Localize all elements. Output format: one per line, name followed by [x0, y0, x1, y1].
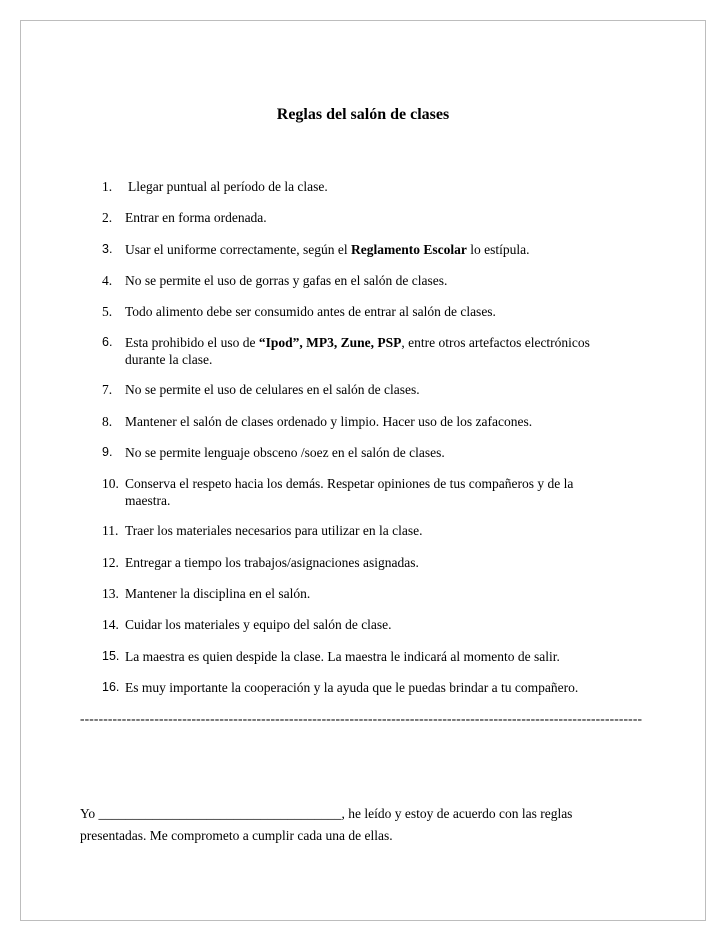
item-number: 10. — [102, 476, 119, 492]
list-item — [102, 334, 622, 368]
item-text-post: , entre otros artefactos electrónicos durante la clase. — [125, 335, 590, 368]
list-item — [102, 413, 622, 430]
item-number: 11. — [102, 523, 119, 539]
list-item — [102, 585, 622, 602]
item-number: 8. — [102, 413, 113, 429]
item-number: 5. — [102, 304, 113, 320]
item-text: No se permite el uso de gorras y gafas en el salón de clases. — [125, 272, 448, 288]
list-item — [102, 272, 622, 289]
item-text: Conserva el respeto hacia los demás. Respetar opiniones de tus compañeros y de la maestra. — [125, 476, 574, 509]
list-item — [102, 303, 622, 320]
list-item — [102, 616, 622, 633]
list-item — [102, 381, 622, 398]
item-text: Cuidar los materiales y equipo del salón de clase. — [125, 617, 392, 633]
item-text: La maestra es quien despide la clase. La maestra le indicará al momento de salir. — [125, 648, 560, 664]
item-text: Traer los materiales necesarios para utilizar en la clase. — [125, 523, 423, 539]
list-item — [102, 444, 622, 461]
list-item — [102, 554, 622, 571]
item-text-pre: Esta prohibido el uso de — [125, 335, 259, 351]
item-text-bold: Reglamento Escolar — [351, 241, 467, 257]
list-item — [102, 241, 622, 258]
item-text: Todo alimento debe ser consumido antes de entrar al salón de clases. — [125, 304, 496, 320]
item-text: Entrar en forma ordenada. — [125, 210, 267, 226]
item-number: 14. — [102, 617, 119, 633]
item-text: Es muy importante la cooperación y la ayuda que le puedas brindar a tu compañero. — [125, 679, 579, 695]
item-number: 1. — [102, 179, 113, 194]
item-number: 12. — [102, 554, 119, 570]
item-text: Mantener la disciplina en el salón. — [125, 585, 311, 601]
list-item — [102, 209, 622, 226]
list-item — [102, 475, 622, 509]
item-number: 9. — [102, 445, 113, 460]
item-number: 6. — [102, 335, 113, 350]
list-item — [102, 679, 622, 696]
rules-list — [102, 178, 622, 710]
item-text: No se permite lenguaje obsceno /soez en el salón de clases. — [125, 445, 445, 461]
item-text: Llegar puntual al período de la clase. — [128, 179, 328, 194]
item-number: 7. — [102, 382, 113, 398]
signature-commitment: presentadas. Me comprometo a cumplir cada una de ellas. — [80, 828, 393, 843]
item-text-bold: “Ipod”, MP3, Zune, PSP — [258, 335, 402, 351]
item-text: Entregar a tiempo los trabajos/asignaciones asignadas. — [125, 554, 419, 570]
item-text-post: lo estípula. — [466, 241, 530, 257]
separator-line: ------------------------------------------------------------------------------------------------------------------------- — [80, 711, 643, 726]
item-text-pre: Usar el uniforme correctamente, según el — [125, 241, 352, 257]
item-number: 13. — [102, 585, 119, 601]
item-number: 2. — [102, 210, 113, 226]
item-text: Mantener el salón de clases ordenado y limpio. Hacer uso de los zafacones. — [125, 413, 533, 429]
item-number: 4. — [102, 272, 113, 288]
list-item — [102, 648, 622, 665]
item-number: 16. — [102, 679, 120, 694]
list-item — [102, 178, 622, 195]
page-title: Reglas del salón de clases — [276, 106, 450, 123]
item-number: 3. — [102, 241, 113, 256]
list-item — [102, 522, 622, 539]
item-text: No se permite el uso de celulares en el salón de clases. — [125, 382, 420, 398]
item-number: 15. — [102, 648, 120, 663]
signature-statement — [80, 803, 640, 847]
signature-line: Yo ____________________________________, he leído y estoy de acuerdo con las reglas — [80, 806, 573, 821]
